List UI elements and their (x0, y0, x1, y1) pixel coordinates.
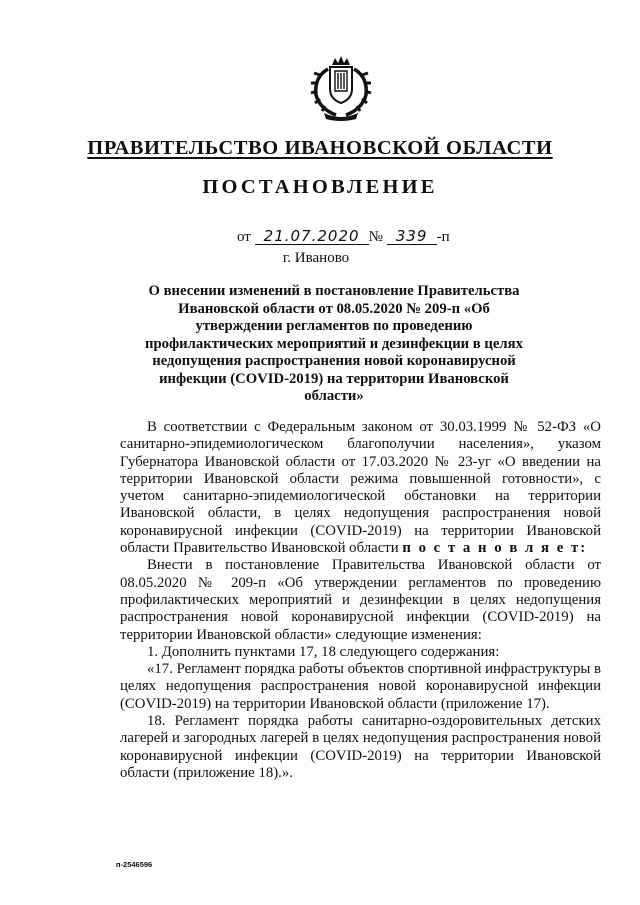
item-17-paragraph: «17. Регламент порядка работы объектов спортивной инфраструктуры в целях недопущения распространения новой коронавирусной инфекции (COVID-2019) на территории Ивановской области (приложение 17). (120, 661, 601, 712)
number-sign: № (368, 229, 383, 245)
decree-subject: О внесении изменений в постановление Правительства Ивановской области от 08.05.2020 № 209-п «Об утверждении регламентов по проведению профилактических мероприятий и дезинфекции в целях недопущения распространения новой коронавирусной инфекции (COVID-2019) на территории Ивановской области» (145, 283, 523, 404)
preamble-paragraph: В соответствии с Федеральным законом от 30.03.1999 № 52-ФЗ «О санитарно-эпидемиологическом благополучии населения», указом Губернатора Ивановской области от 17.03.2020 № 23-уг «О введении на территории Ивановской области режима повышенной готовности», с учетом санитарно-эпидемиологической обстановки на территории Ивановской области, в целях недопущения распространения новой коронавирусной инфекции (COVID-2019) на территории Ивановской области Правительство Ивановской области п о с т а н о в л я е т: (120, 419, 601, 557)
item-1-paragraph: 1. Дополнить пунктами 17, 18 следующего содержания: (147, 643, 500, 660)
resolves-word: п о с т а н о в л я е т: (402, 540, 588, 557)
decree-body (120, 419, 601, 782)
date-prefix: от (237, 229, 251, 245)
handwritten-number: 339 (387, 229, 437, 245)
coat-of-arms-icon (310, 55, 372, 121)
amendment-intro-paragraph: Внести в постановление Правительства Ивановской области от 08.05.2020 № 209-п «Об утверждении регламентов по проведению профилактических мероприятий и дезинфекции в целях недопущения распространения новой коронавирусной инфекции (COVID-2019) на территории Ивановской области» следующие изменения: (120, 557, 601, 643)
handwritten-date: 21.07.2020 (255, 229, 369, 245)
document-type-title: ПОСТАНОВЛЕНИЕ (202, 176, 438, 198)
government-title: ПРАВИТЕЛЬСТВО ИВАНОВСКОЙ ОБЛАСТИ (87, 137, 553, 159)
date-number-line (237, 229, 450, 246)
city-line: г. Иваново (282, 250, 350, 266)
document-code: п-2546596 (116, 860, 153, 869)
item-18-paragraph: 18. Регламент порядка работы санитарно-оздоровительных детских лагерей и загородных лагерей в целях недопущения распространения новой коронавирусной инфекции (COVID-2019) на территории Ивановской области (приложение 18).». (120, 713, 601, 781)
number-suffix: -п (436, 229, 450, 245)
